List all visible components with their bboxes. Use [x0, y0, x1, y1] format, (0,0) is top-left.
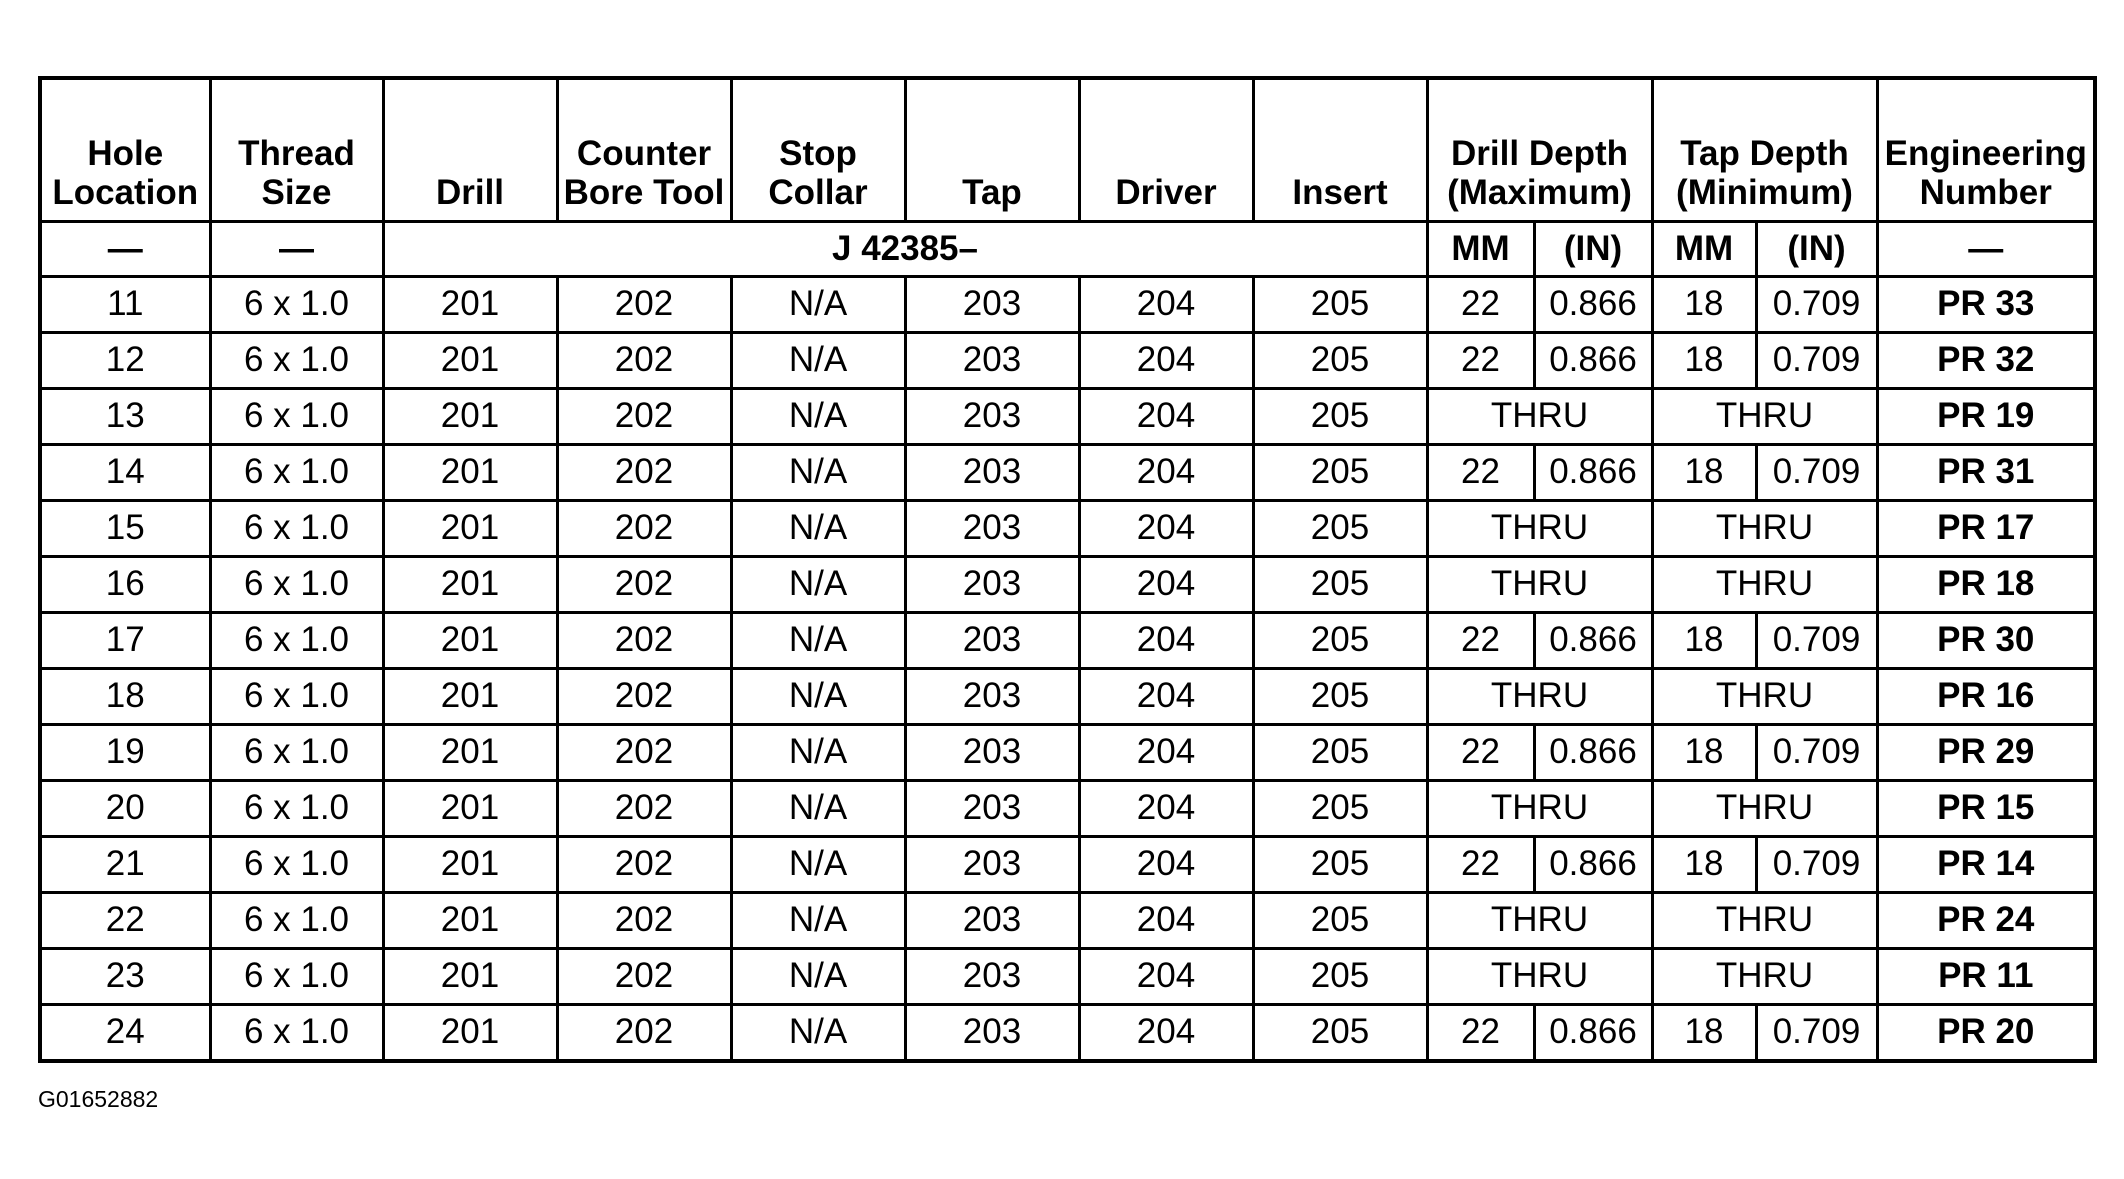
- sub-tap-mm: MM: [1652, 222, 1756, 277]
- cell-tap: 203: [905, 781, 1079, 837]
- cell-drill: 201: [383, 557, 557, 613]
- header-insert: Insert: [1253, 78, 1427, 222]
- cell-insert: 205: [1253, 893, 1427, 949]
- sub-engineering-number: —: [1877, 222, 2095, 277]
- cell-stop-collar: N/A: [731, 893, 905, 949]
- cell-thread-size: 6 x 1.0: [210, 613, 383, 669]
- cell-driver: 204: [1079, 557, 1253, 613]
- cell-drill-depth-thru: THRU: [1427, 389, 1652, 445]
- cell-drill: 201: [383, 669, 557, 725]
- cell-counter-bore-tool: 202: [557, 445, 731, 501]
- header-row: [40, 78, 2095, 222]
- cell-drill-depth-thru: THRU: [1427, 949, 1652, 1005]
- cell-driver: 204: [1079, 949, 1253, 1005]
- table-row: [40, 389, 2095, 445]
- header-tap: Tap: [905, 78, 1079, 222]
- cell-driver: 204: [1079, 389, 1253, 445]
- cell-drill: 201: [383, 333, 557, 389]
- cell-engineering-number: PR 14: [1877, 837, 2095, 893]
- cell-drill: 201: [383, 501, 557, 557]
- cell-tap: 203: [905, 837, 1079, 893]
- cell-counter-bore-tool: 202: [557, 1005, 731, 1062]
- cell-counter-bore-tool: 202: [557, 949, 731, 1005]
- cell-stop-collar: N/A: [731, 445, 905, 501]
- header-thread-size: Thread Size: [210, 78, 383, 222]
- cell-tap: 203: [905, 949, 1079, 1005]
- cell-tap-depth-mm: 18: [1652, 277, 1756, 333]
- cell-thread-size: 6 x 1.0: [210, 277, 383, 333]
- cell-counter-bore-tool: 202: [557, 389, 731, 445]
- cell-driver: 204: [1079, 445, 1253, 501]
- cell-counter-bore-tool: 202: [557, 333, 731, 389]
- cell-tap-depth-thru: THRU: [1652, 949, 1877, 1005]
- table-row: [40, 613, 2095, 669]
- cell-counter-bore-tool: 202: [557, 669, 731, 725]
- cell-counter-bore-tool: 202: [557, 837, 731, 893]
- cell-tap: 203: [905, 613, 1079, 669]
- header-counter-bore-tool: Counter Bore Tool: [557, 78, 731, 222]
- table-row: [40, 333, 2095, 389]
- cell-stop-collar: N/A: [731, 501, 905, 557]
- cell-stop-collar: N/A: [731, 949, 905, 1005]
- cell-drill: 201: [383, 389, 557, 445]
- cell-hole-location: 23: [40, 949, 210, 1005]
- cell-drill: 201: [383, 949, 557, 1005]
- cell-hole-location: 16: [40, 557, 210, 613]
- cell-hole-location: 15: [40, 501, 210, 557]
- cell-insert: 205: [1253, 1005, 1427, 1062]
- cell-driver: 204: [1079, 725, 1253, 781]
- cell-engineering-number: PR 19: [1877, 389, 2095, 445]
- cell-drill-depth-in: 0.866: [1534, 837, 1652, 893]
- cell-engineering-number: PR 15: [1877, 781, 2095, 837]
- sub-drill-mm: MM: [1427, 222, 1534, 277]
- cell-hole-location: 24: [40, 1005, 210, 1062]
- table-row: [40, 277, 2095, 333]
- cell-engineering-number: PR 29: [1877, 725, 2095, 781]
- cell-stop-collar: N/A: [731, 333, 905, 389]
- cell-drill-depth-in: 0.866: [1534, 725, 1652, 781]
- sub-hole-location: —: [40, 222, 210, 277]
- cell-insert: 205: [1253, 501, 1427, 557]
- cell-drill-depth-mm: 22: [1427, 445, 1534, 501]
- header-drill: Drill: [383, 78, 557, 222]
- figure-id: G01652882: [38, 1086, 159, 1112]
- cell-drill: 201: [383, 725, 557, 781]
- cell-thread-size: 6 x 1.0: [210, 837, 383, 893]
- cell-driver: 204: [1079, 837, 1253, 893]
- cell-hole-location: 18: [40, 669, 210, 725]
- cell-engineering-number: PR 33: [1877, 277, 2095, 333]
- cell-tap-depth-in: 0.709: [1756, 613, 1877, 669]
- cell-engineering-number: PR 18: [1877, 557, 2095, 613]
- cell-tap: 203: [905, 277, 1079, 333]
- cell-tap-depth-mm: 18: [1652, 333, 1756, 389]
- cell-tap: 203: [905, 501, 1079, 557]
- cell-counter-bore-tool: 202: [557, 893, 731, 949]
- cell-hole-location: 21: [40, 837, 210, 893]
- cell-drill: 201: [383, 445, 557, 501]
- table-row: [40, 949, 2095, 1005]
- cell-tap-depth-in: 0.709: [1756, 1005, 1877, 1062]
- cell-tap: 203: [905, 1005, 1079, 1062]
- cell-thread-size: 6 x 1.0: [210, 1005, 383, 1062]
- table-row: [40, 445, 2095, 501]
- cell-hole-location: 12: [40, 333, 210, 389]
- cell-tap-depth-mm: 18: [1652, 613, 1756, 669]
- header-hole-location: Hole Location: [40, 78, 210, 222]
- cell-insert: 205: [1253, 781, 1427, 837]
- cell-counter-bore-tool: 202: [557, 277, 731, 333]
- cell-insert: 205: [1253, 389, 1427, 445]
- cell-tap: 203: [905, 893, 1079, 949]
- cell-insert: 205: [1253, 725, 1427, 781]
- cell-drill: 201: [383, 613, 557, 669]
- cell-stop-collar: N/A: [731, 277, 905, 333]
- cell-tap-depth-mm: 18: [1652, 837, 1756, 893]
- cell-drill: 201: [383, 781, 557, 837]
- cell-hole-location: 19: [40, 725, 210, 781]
- cell-insert: 205: [1253, 277, 1427, 333]
- cell-counter-bore-tool: 202: [557, 725, 731, 781]
- cell-hole-location: 17: [40, 613, 210, 669]
- header-tap-depth: Tap Depth (Minimum): [1652, 78, 1877, 222]
- cell-drill-depth-thru: THRU: [1427, 669, 1652, 725]
- cell-engineering-number: PR 17: [1877, 501, 2095, 557]
- sub-tap-in: (IN): [1756, 222, 1877, 277]
- cell-stop-collar: N/A: [731, 389, 905, 445]
- table-row: [40, 557, 2095, 613]
- cell-drill-depth-mm: 22: [1427, 277, 1534, 333]
- cell-tap: 203: [905, 333, 1079, 389]
- cell-tap-depth-thru: THRU: [1652, 557, 1877, 613]
- cell-thread-size: 6 x 1.0: [210, 557, 383, 613]
- cell-counter-bore-tool: 202: [557, 781, 731, 837]
- cell-counter-bore-tool: 202: [557, 613, 731, 669]
- cell-tap-depth-thru: THRU: [1652, 893, 1877, 949]
- cell-drill-depth-mm: 22: [1427, 1005, 1534, 1062]
- cell-driver: 204: [1079, 613, 1253, 669]
- cell-insert: 205: [1253, 669, 1427, 725]
- cell-driver: 204: [1079, 277, 1253, 333]
- header-stop-collar: Stop Collar: [731, 78, 905, 222]
- cell-drill-depth-thru: THRU: [1427, 501, 1652, 557]
- cell-drill-depth-in: 0.866: [1534, 1005, 1652, 1062]
- cell-insert: 205: [1253, 557, 1427, 613]
- cell-drill-depth-in: 0.866: [1534, 277, 1652, 333]
- cell-thread-size: 6 x 1.0: [210, 389, 383, 445]
- cell-tap-depth-in: 0.709: [1756, 837, 1877, 893]
- sub-tool-kit: J 42385–: [383, 222, 1427, 277]
- cell-drill: 201: [383, 1005, 557, 1062]
- cell-drill: 201: [383, 893, 557, 949]
- cell-engineering-number: PR 32: [1877, 333, 2095, 389]
- cell-tap-depth-mm: 18: [1652, 1005, 1756, 1062]
- cell-tap-depth-thru: THRU: [1652, 669, 1877, 725]
- cell-driver: 204: [1079, 501, 1253, 557]
- cell-thread-size: 6 x 1.0: [210, 781, 383, 837]
- cell-tap-depth-mm: 18: [1652, 725, 1756, 781]
- cell-thread-size: 6 x 1.0: [210, 445, 383, 501]
- cell-hole-location: 22: [40, 893, 210, 949]
- cell-stop-collar: N/A: [731, 669, 905, 725]
- cell-thread-size: 6 x 1.0: [210, 669, 383, 725]
- cell-counter-bore-tool: 202: [557, 557, 731, 613]
- cell-insert: 205: [1253, 837, 1427, 893]
- header-drill-depth: Drill Depth (Maximum): [1427, 78, 1652, 222]
- cell-drill-depth-in: 0.866: [1534, 613, 1652, 669]
- cell-drill-depth-mm: 22: [1427, 725, 1534, 781]
- cell-tap: 203: [905, 669, 1079, 725]
- cell-drill-depth-thru: THRU: [1427, 557, 1652, 613]
- cell-driver: 204: [1079, 781, 1253, 837]
- cell-tap-depth-in: 0.709: [1756, 277, 1877, 333]
- sub-drill-in: (IN): [1534, 222, 1652, 277]
- cell-tap-depth-in: 0.709: [1756, 725, 1877, 781]
- cell-tap-depth-thru: THRU: [1652, 389, 1877, 445]
- cell-tap-depth-thru: THRU: [1652, 501, 1877, 557]
- cell-thread-size: 6 x 1.0: [210, 949, 383, 1005]
- cell-hole-location: 20: [40, 781, 210, 837]
- cell-insert: 205: [1253, 949, 1427, 1005]
- table-row: [40, 781, 2095, 837]
- cell-driver: 204: [1079, 669, 1253, 725]
- cell-thread-size: 6 x 1.0: [210, 501, 383, 557]
- cell-drill-depth-mm: 22: [1427, 613, 1534, 669]
- cell-tap: 203: [905, 389, 1079, 445]
- cell-engineering-number: PR 16: [1877, 669, 2095, 725]
- cell-engineering-number: PR 24: [1877, 893, 2095, 949]
- cell-drill: 201: [383, 277, 557, 333]
- cell-insert: 205: [1253, 333, 1427, 389]
- cell-drill-depth-thru: THRU: [1427, 893, 1652, 949]
- table-row: [40, 669, 2095, 725]
- cell-stop-collar: N/A: [731, 557, 905, 613]
- cell-thread-size: 6 x 1.0: [210, 333, 383, 389]
- cell-engineering-number: PR 31: [1877, 445, 2095, 501]
- cell-insert: 205: [1253, 613, 1427, 669]
- cell-hole-location: 14: [40, 445, 210, 501]
- cell-tap-depth-in: 0.709: [1756, 445, 1877, 501]
- cell-engineering-number: PR 30: [1877, 613, 2095, 669]
- cell-engineering-number: PR 20: [1877, 1005, 2095, 1062]
- cell-thread-size: 6 x 1.0: [210, 725, 383, 781]
- cell-tap-depth-mm: 18: [1652, 445, 1756, 501]
- cell-engineering-number: PR 11: [1877, 949, 2095, 1005]
- sub-thread-size: —: [210, 222, 383, 277]
- cell-stop-collar: N/A: [731, 613, 905, 669]
- cell-driver: 204: [1079, 1005, 1253, 1062]
- cell-tap: 203: [905, 445, 1079, 501]
- cell-drill-depth-in: 0.866: [1534, 333, 1652, 389]
- cell-drill: 201: [383, 837, 557, 893]
- header-engineering-number: Engineering Number: [1877, 78, 2095, 222]
- table-row: [40, 837, 2095, 893]
- cell-tap: 203: [905, 557, 1079, 613]
- cell-counter-bore-tool: 202: [557, 501, 731, 557]
- cell-tap-depth-in: 0.709: [1756, 333, 1877, 389]
- subheader-row: [40, 222, 2095, 277]
- table-row: [40, 725, 2095, 781]
- cell-drill-depth-mm: 22: [1427, 333, 1534, 389]
- table-row: [40, 501, 2095, 557]
- cell-stop-collar: N/A: [731, 781, 905, 837]
- table-row: [40, 1005, 2095, 1062]
- cell-stop-collar: N/A: [731, 725, 905, 781]
- cell-drill-depth-in: 0.866: [1534, 445, 1652, 501]
- cell-hole-location: 13: [40, 389, 210, 445]
- cell-hole-location: 11: [40, 277, 210, 333]
- spec-table-container: [38, 76, 2093, 1063]
- table-row: [40, 893, 2095, 949]
- cell-thread-size: 6 x 1.0: [210, 893, 383, 949]
- cell-tap: 203: [905, 725, 1079, 781]
- tool-specification-table: [38, 76, 2097, 1063]
- header-driver: Driver: [1079, 78, 1253, 222]
- cell-drill-depth-mm: 22: [1427, 837, 1534, 893]
- cell-insert: 205: [1253, 445, 1427, 501]
- cell-drill-depth-thru: THRU: [1427, 781, 1652, 837]
- cell-stop-collar: N/A: [731, 1005, 905, 1062]
- cell-driver: 204: [1079, 333, 1253, 389]
- cell-tap-depth-thru: THRU: [1652, 781, 1877, 837]
- cell-driver: 204: [1079, 893, 1253, 949]
- cell-stop-collar: N/A: [731, 837, 905, 893]
